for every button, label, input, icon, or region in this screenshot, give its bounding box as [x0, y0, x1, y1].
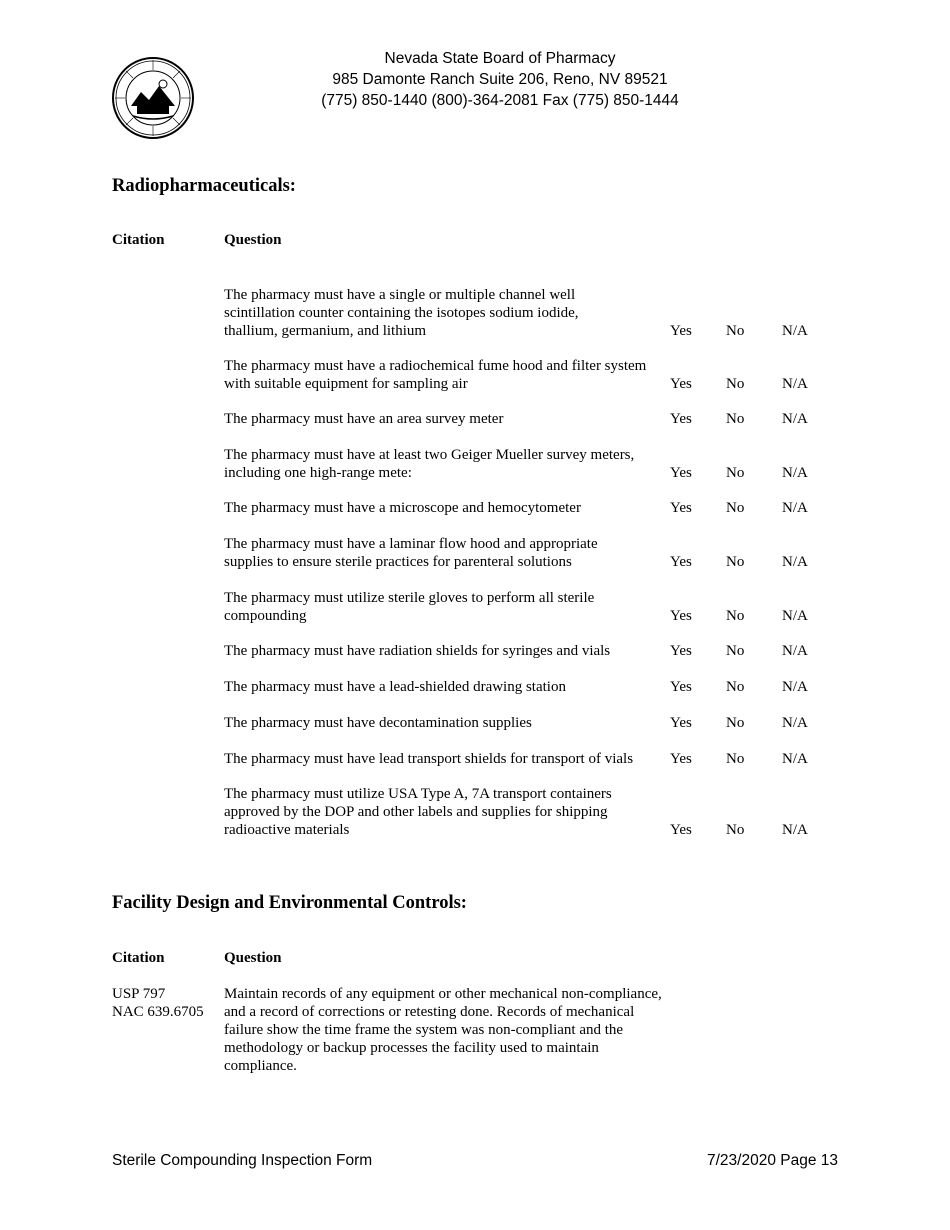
- answer-na-option[interactable]: N/A: [782, 715, 808, 731]
- question-line: thallium, germanium, and lithium: [224, 323, 427, 339]
- question-text: [224, 286, 674, 340]
- board-phone: (775) 850-1440 (800)-364-2081 Fax (775) 850-1444: [321, 92, 679, 109]
- answer-yes-option[interactable]: Yes: [670, 500, 692, 516]
- answer-no-option[interactable]: No: [726, 376, 745, 392]
- answer-yes-option[interactable]: Yes: [670, 411, 692, 427]
- question-line: The pharmacy must have an area survey meter: [224, 411, 504, 427]
- question-text: [224, 678, 674, 696]
- answer-na-option[interactable]: N/A: [782, 323, 808, 339]
- section-title-radiopharmaceuticals: Radiopharmaceuticals:: [112, 176, 296, 196]
- answer-no-option[interactable]: No: [726, 822, 745, 838]
- answer-na-option[interactable]: N/A: [782, 608, 808, 624]
- board-name: Nevada State Board of Pharmacy: [384, 50, 616, 67]
- answer-na-option[interactable]: N/A: [782, 465, 808, 481]
- question-line: The pharmacy must have a laminar flow hood and appropriate: [224, 536, 598, 552]
- answer-na-option[interactable]: N/A: [782, 822, 808, 838]
- answer-no-option[interactable]: No: [726, 411, 745, 427]
- question-line: failure show the time frame the system was non-compliant and the: [224, 1022, 624, 1038]
- question-line: The pharmacy must have at least two Geiger Mueller survey meters,: [224, 447, 635, 463]
- citation-line: USP 797: [112, 986, 166, 1002]
- answer-na-option[interactable]: N/A: [782, 411, 808, 427]
- question-text: [224, 499, 674, 517]
- question-line: including one high-range mete:: [224, 465, 412, 481]
- question-line: and a record of corrections or retesting done. Records of mechanical: [224, 1004, 635, 1020]
- answer-yes-option[interactable]: Yes: [670, 715, 692, 731]
- question-line: The pharmacy must have a single or multiple channel well: [224, 287, 576, 303]
- section-title-facility-design: Facility Design and Environmental Controls:: [112, 893, 467, 913]
- answer-no-option[interactable]: No: [726, 500, 745, 516]
- question-text: [224, 589, 674, 625]
- answer-yes-option[interactable]: Yes: [670, 643, 692, 659]
- question-line: The pharmacy must have decontamination supplies: [224, 715, 532, 731]
- question-text: [224, 785, 674, 839]
- answer-no-option[interactable]: No: [726, 608, 745, 624]
- answer-yes-option[interactable]: Yes: [670, 751, 692, 767]
- question-line: compounding: [224, 608, 307, 624]
- answer-no-option[interactable]: No: [726, 643, 745, 659]
- answer-na-option[interactable]: N/A: [782, 643, 808, 659]
- question-line: radioactive materials: [224, 822, 350, 838]
- answer-no-option[interactable]: No: [726, 554, 745, 570]
- question-text: [224, 535, 674, 571]
- answer-na-option[interactable]: N/A: [782, 751, 808, 767]
- question-line: The pharmacy must have radiation shields for syringes and vials: [224, 643, 611, 659]
- answer-na-option[interactable]: N/A: [782, 500, 808, 516]
- question-text: [224, 750, 674, 768]
- question-line: approved by the DOP and other labels and supplies for shipping: [224, 804, 608, 820]
- question-text: [224, 985, 694, 1075]
- citation-cell: [112, 985, 222, 1021]
- question-text: [224, 446, 674, 482]
- question-line: The pharmacy must have lead transport shields for transport of vials: [224, 751, 634, 767]
- citation-line: NAC 639.6705: [112, 1004, 204, 1020]
- column-header-question-2: Question: [224, 950, 282, 966]
- column-header-question: Question: [224, 232, 282, 248]
- answer-no-option[interactable]: No: [726, 323, 745, 339]
- question-line: scintillation counter containing the isotopes sodium iodide,: [224, 305, 579, 321]
- column-header-citation-2: Citation: [112, 950, 165, 966]
- question-text: [224, 642, 674, 660]
- question-text: [224, 714, 674, 732]
- footer-date-page: 7/23/2020 Page 13: [706, 1152, 838, 1169]
- question-line: The pharmacy must have a radiochemical fume hood and filter system: [224, 358, 647, 374]
- answer-yes-option[interactable]: Yes: [670, 822, 692, 838]
- question-line: The pharmacy must have a microscope and hemocytometer: [224, 500, 581, 516]
- question-line: Maintain records of any equipment or other mechanical non-compliance,: [224, 986, 662, 1002]
- question-line: The pharmacy must utilize USA Type A, 7A transport containers: [224, 786, 612, 802]
- question-line: with suitable equipment for sampling air: [224, 376, 468, 392]
- answer-yes-option[interactable]: Yes: [670, 679, 692, 695]
- answer-yes-option[interactable]: Yes: [670, 554, 692, 570]
- column-header-citation: Citation: [112, 232, 165, 248]
- question-text: [224, 357, 674, 393]
- question-line: The pharmacy must have a lead-shielded drawing station: [224, 679, 566, 695]
- answer-no-option[interactable]: No: [726, 679, 745, 695]
- answer-na-option[interactable]: N/A: [782, 679, 808, 695]
- letterhead: [300, 48, 700, 111]
- answer-no-option[interactable]: No: [726, 465, 745, 481]
- question-line: methodology or backup processes the facility used to maintain: [224, 1040, 599, 1056]
- footer-form-title: Sterile Compounding Inspection Form: [112, 1152, 373, 1169]
- question-line: The pharmacy must utilize sterile gloves to perform all sterile: [224, 590, 595, 606]
- board-address: 985 Damonte Ranch Suite 206, Reno, NV 89521: [332, 71, 668, 88]
- answer-yes-option[interactable]: Yes: [670, 465, 692, 481]
- answer-yes-option[interactable]: Yes: [670, 608, 692, 624]
- answer-no-option[interactable]: No: [726, 751, 745, 767]
- answer-no-option[interactable]: No: [726, 715, 745, 731]
- answer-na-option[interactable]: N/A: [782, 376, 808, 392]
- answer-yes-option[interactable]: Yes: [670, 323, 692, 339]
- question-text: [224, 410, 674, 428]
- nevada-state-seal: [111, 56, 195, 140]
- question-line: supplies to ensure sterile practices for parenteral solutions: [224, 554, 572, 570]
- answer-yes-option[interactable]: Yes: [670, 376, 692, 392]
- question-line: compliance.: [224, 1058, 297, 1074]
- answer-na-option[interactable]: N/A: [782, 554, 808, 570]
